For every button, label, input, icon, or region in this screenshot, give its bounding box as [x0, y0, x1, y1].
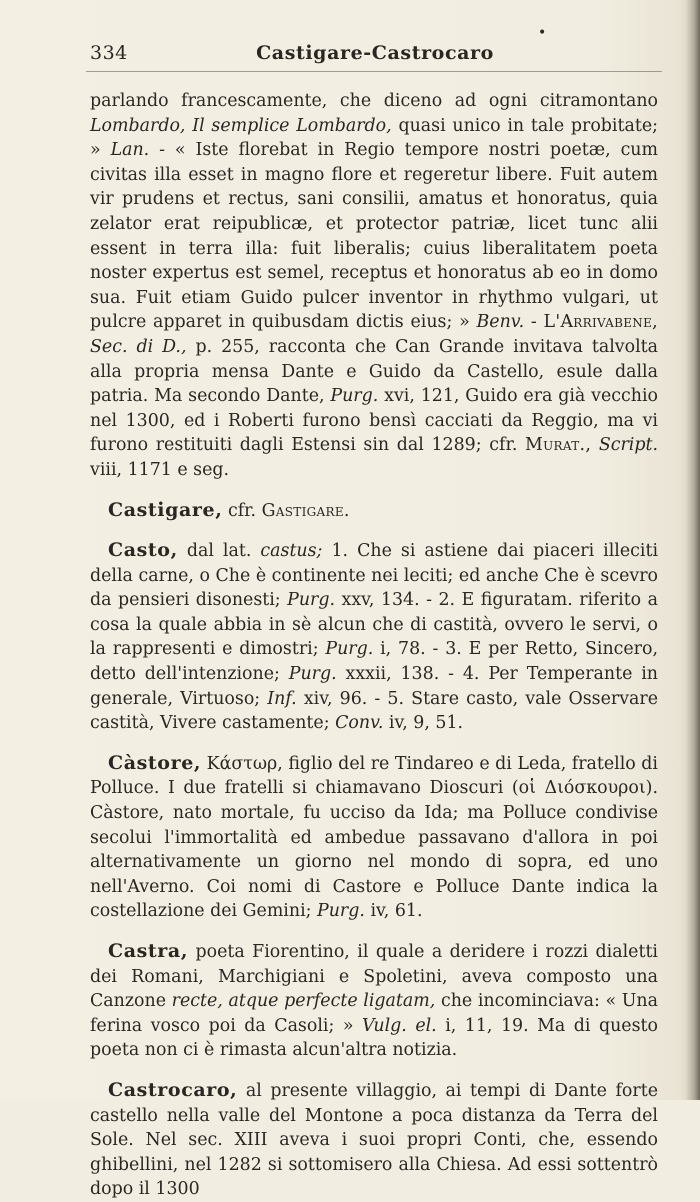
page-number: 334 — [90, 42, 128, 64]
page-header — [90, 42, 660, 72]
entry-castrocaro: Castrocaro, al presente villaggio, ai tempi di Dante forte castello nella valle del Montone a poca distanza da Terra del Sole. Nel sec. XIII aveva i suoi propri Conti, che, essendo ghibellini, nel 1282 si sottomisero alla Chiesa. Ad essi sottentrò dopo il 1300 — [90, 1078, 658, 1200]
entry-castigare: Castigare, cfr. Gastigare. — [108, 498, 350, 521]
headword: Castrocaro, — [108, 1078, 238, 1101]
page-edge-shadow — [686, 0, 700, 1100]
running-title: Castigare-Castrocaro — [256, 42, 494, 64]
body-text — [90, 89, 658, 1202]
header-rule — [86, 71, 662, 72]
headword: Càstore, — [108, 751, 202, 774]
entry-continuation: parlando francescamente, che diceno ad ogni citramontano Lombardo, Il semplice Lombardo, quasi unico in tale probitate; » Lan. - « Iste florebat in Regio tempore nostri poetæ, cum civitas illa esset in magno flore et regeretur libere. Fuit autem vir prudens et rectus, sani consilii, amatus et honoratus, quia zelator erat reipublicæ, et protector patriæ, licet tunc alii essent in terra illa: fuit liberalis; cuius liberalitatem poeta noster expertus est semel, receptus et honoratus ab eo in domo sua. Fuit etiam Guido pulcer inventor in rhythmo vulgari, ut pulcre apparet in quibusdam dictis eius; » Benv. - L'Arrivabene, Sec. di D., p. 255, racconta che Can Grande invitava talvolta alla propria mensa Dante e Guido da Castello, esule dalla patria. Ma secondo Dante, Purg. xvi, 121, Guido era già vecchio nel 1300, ed i Roberti furono bensì cacciati da Reggio, ma vi furono restituiti dagli Estensi sin dal 1289; cfr. Murat., Script. viii, 1171 e seg. — [90, 91, 658, 480]
entry-castore: Càstore, Κάστωρ, figlio del re Tindareo e di Leda, fratello di Polluce. I due fratelli si chiamavano Dioscuri (οἱ Διόσκουροι). Càstore, nato mortale, fu ucciso da Ida; ma Polluce condivise secolui l'immortalità ed ambedue passavano d'allora in poi alternativamente un giorno nel mondo di sopra, ed uno nell'Averno. Coi nomi di Castore e Polluce Dante indica la costellazione dei Gemini; Purg. iv, 61. — [90, 751, 658, 922]
headword: Casto, — [108, 539, 178, 562]
headword: Castra, — [108, 940, 189, 962]
ink-speck: • — [538, 25, 547, 41]
headword: Castigare, — [108, 498, 223, 521]
entry-casto: Casto, dal lat. castus; 1. Che si astiene dai piaceri illeciti della carne, o Che è continente nei leciti; ed anche Che è scevro da pensieri disonesti; Purg. xxv, 134. - 2. E figuratam. riferito a cosa la quale abbia in sè alcun che di castità, ovvero le servi, o la rappresenti e dimostri; Purg. i, 78. - 3. E per Retto, Sincero, detto dell'intenzione; Purg. xxxii, 138. - 4. Per Temperante in generale, Virtuoso; Inf. xiv, 96. - 5. Stare casto, vale Osservare castità, Vivere castamente; Conv. iv, 9, 51. — [90, 539, 659, 734]
entry-castra: Castra, poeta Fiorentino, il quale a deridere i rozzi dialetti dei Romani, Marchigiani e Spoletini, aveva composto una Canzone recte, atque perfecte ligatam, che incominciava: « Una ferina vosco poi da Casoli; » Vulg. el. i, 11, 19. Ma di questo poeta non ci è rimasta alcun'altra notizia. — [90, 940, 658, 1061]
